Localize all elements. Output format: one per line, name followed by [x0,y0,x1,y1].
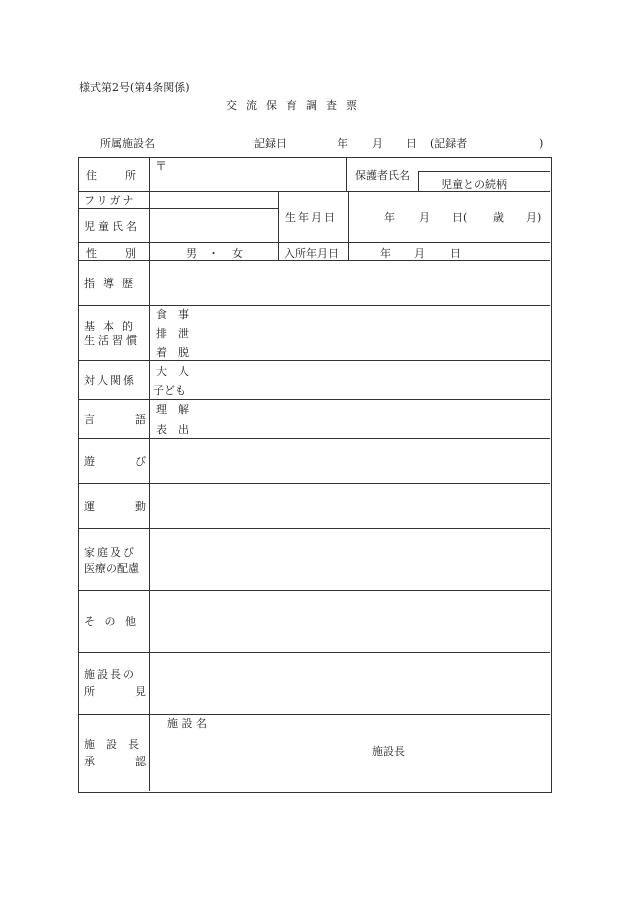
recorder-label: (記録者 [430,137,468,150]
adult-label: 大 人 [156,365,189,378]
rule [346,157,347,191]
relation-field[interactable] [418,171,551,191]
birth-close: 月) [526,211,542,224]
other-field[interactable] [150,591,550,652]
understanding-label: 理 解 [156,403,189,416]
family-medical-label-1: 家庭及び [84,546,136,559]
address-field[interactable] [150,158,346,191]
dressing-label: 着 脱 [156,346,189,359]
recorder-close: ) [539,137,544,150]
exercise-label: 運 動 [84,500,152,513]
child-name-field[interactable] [150,209,278,242]
guidance-history-field[interactable] [150,261,550,305]
birth-year: 年 [384,211,395,224]
admission-date-label: 入所年月日 [284,247,339,260]
birth-day: 日( [452,211,468,224]
play-label: 遊 び [84,455,152,468]
facility-label: 所属施設名 [100,137,155,150]
record-date-month: 月 [372,137,383,150]
director-label: 施設長 [372,745,405,758]
record-date-year: 年 [337,137,348,150]
family-medical-field[interactable] [150,529,550,590]
admission-year: 年 [380,247,391,260]
basic-habits-label-1: 基本的 [84,320,141,333]
relation-label: 児童との続柄 [441,178,507,191]
sex-female-option[interactable]: 女 [232,247,243,260]
address-label: 住 所 [86,169,138,182]
director-opinion-label-1: 施設長の [84,668,136,681]
approval-label-1: 施 設 長 [84,738,139,751]
guidance-history-label: 指導歴 [84,277,141,290]
sex-male-option[interactable]: 男 [186,247,197,260]
birth-month: 月 [419,211,430,224]
rule [348,191,349,260]
page-title: 交流保育調査票 [226,99,366,112]
birth-age: 歳 [493,211,504,224]
approval-label-2: 承 認 [84,755,152,768]
birth-date-label: 生年月日 [285,211,337,224]
admission-month: 月 [414,247,425,260]
record-date-label: 記録日 [254,137,287,150]
children-label: 子ども [153,384,186,397]
director-opinion-label-2: 所 見 [84,685,152,698]
language-label: 言 語 [84,413,152,426]
postal-mark: 〒 [155,159,168,173]
meal-label: 食 事 [156,308,189,321]
child-name-label: 児童氏名 [84,220,140,233]
exercise-field[interactable] [150,484,550,528]
other-label: そ の 他 [84,615,139,628]
rule [278,191,279,260]
facility-name-label: 施 設 名 [167,717,207,730]
approval-field[interactable] [150,715,550,791]
sex-separator: ・ [208,247,219,260]
form-number: 様式第2号(第4条関係) [79,81,190,94]
family-medical-label-2: 医療の配慮 [84,562,139,575]
guardian-name-label: 保護者氏名 [355,169,410,182]
expression-label: 表 出 [156,423,189,436]
furigana-field[interactable] [150,192,278,208]
record-date-day: 日 [406,137,417,150]
toilet-label: 排 泄 [156,327,189,340]
relations-label: 対人関係 [84,374,136,387]
guardian-name-field[interactable] [418,158,551,171]
admission-day: 日 [450,247,461,260]
sex-label: 性 別 [86,247,138,260]
play-field[interactable] [150,439,550,483]
furigana-label: フリガナ [84,194,136,207]
director-opinion-field[interactable] [150,653,550,714]
basic-habits-label-2: 生活習慣 [84,334,140,347]
